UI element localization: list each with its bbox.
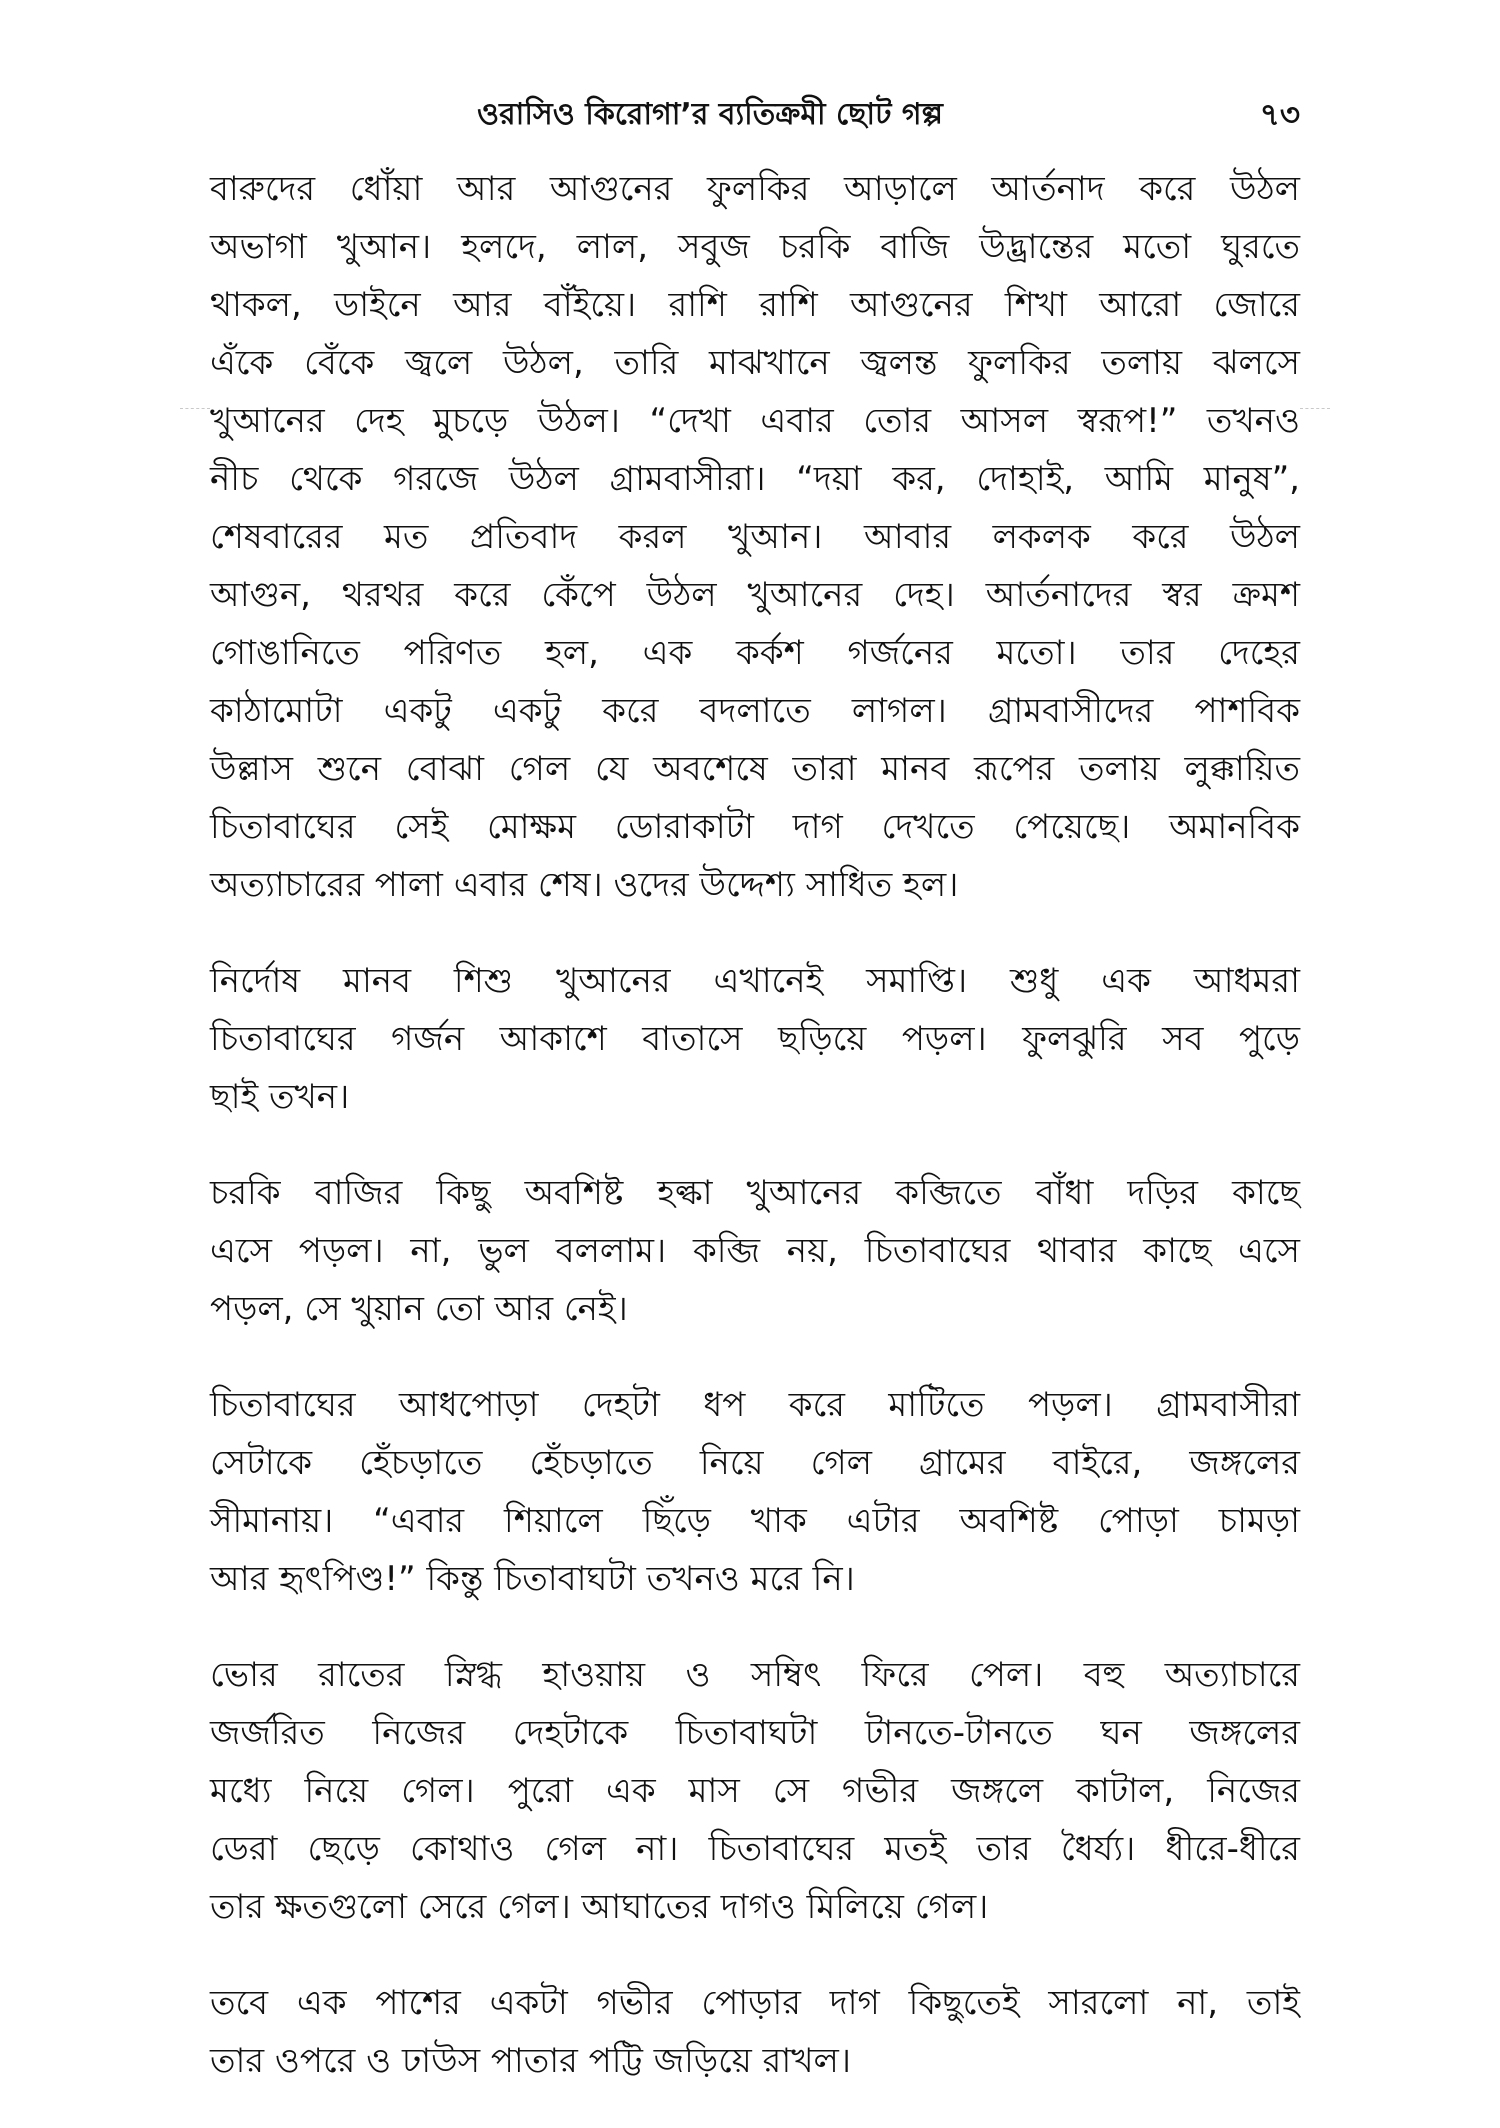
text-line: ভোর রাতের স্নিগ্ধ হাওয়ায় ও সম্বিৎ ফিরে পেল। বহু অত্যাচারে (210, 1655, 1300, 1695)
text-line: শেষবারের মত প্রতিবাদ করল খুআন। আবার লকলক করে উঠল (210, 517, 1300, 557)
text-line: বারুদের ধোঁয়া আর আগুনের ফুলকির আড়ালে আর্তনাদ করে উঠল (210, 169, 1300, 209)
text-line: নীচ থেকে গরজে উঠল গ্রামবাসীরা। “দয়া কর, দোহাই, আমি মানুষ”, (210, 459, 1300, 499)
text-line: আগুন, থরথর করে কেঁপে উঠল খুআনের দেহ। আর্তনাদের স্বর ক্রমশ (210, 575, 1300, 615)
right-margin-mark (1300, 408, 1330, 409)
text-line: এসে পড়ল। না, ভুল বললাম। কব্জি নয়, চিতাবাঘের থাবার কাছে এসে (210, 1231, 1300, 1271)
paragraph-2 (210, 952, 1300, 1126)
text-line: এঁকে বেঁকে জ্বলে উঠল, তারি মাঝখানে জ্বলন্ত ফুলকির তলায় ঝলসে (210, 343, 1300, 383)
text-line: খুআনের দেহ মুচড়ে উঠল। “দেখা এবার তোর আসল স্বরূপ!” তখনও (210, 401, 1300, 441)
text-line: তার ক্ষতগুলো সেরে গেল। আঘাতের দাগও মিলিয়ে গেল। (210, 1887, 989, 1927)
left-margin-mark (180, 408, 210, 409)
paragraph-4 (210, 1376, 1300, 1608)
paragraph-5 (210, 1646, 1300, 1936)
paragraph-6 (210, 1974, 1300, 2090)
text-line: অত্যাচারের পালা এবার শেষ। ওদের উদ্দেশ্য সাধিত হল। (210, 865, 959, 905)
paragraph-3 (210, 1164, 1300, 1338)
text-line: পড়ল, সে খুয়ান তো আর নেই। (210, 1289, 628, 1329)
text-line: তার ওপরে ও ঢাউস পাতার পট্টি জড়িয়ে রাখল। (210, 2041, 852, 2081)
text-line: অভাগা খুআন। হলদে, লাল, সবুজ চরকি বাজি উদ্ভ্রান্তের মতো ঘুরতে (210, 227, 1300, 267)
text-line: ছাই তখন। (210, 1077, 350, 1117)
text-line: চরকি বাজির কিছু অবশিষ্ট হল্কা খুআনের কব্জিতে বাঁধা দড়ির কাছে (210, 1173, 1300, 1213)
text-line: উল্লাস শুনে বোঝা গেল যে অবশেষে তারা মানব রূপের তলায় লুক্কায়িত (210, 749, 1300, 789)
text-line: মধ্যে নিয়ে গেল। পুরো এক মাস সে গভীর জঙ্গলে কাটাল, নিজের (210, 1771, 1300, 1811)
text-line: গোঙানিতে পরিণত হল, এক কর্কশ গর্জনের মতো। তার দেহের (210, 633, 1300, 673)
text-line: চিতাবাঘের আধপোড়া দেহটা ধপ করে মাটিতে পড়ল। গ্রামবাসীরা (210, 1385, 1300, 1425)
text-line: চিতাবাঘের গর্জন আকাশে বাতাসে ছড়িয়ে পড়ল। ফুলঝুরি সব পুড়ে (210, 1019, 1300, 1059)
text-line: নির্দোষ মানব শিশু খুআনের এখানেই সমাপ্তি। শুধু এক আধমরা (210, 961, 1300, 1001)
text-line: সীমানায়। “এবার শিয়ালে ছিঁড়ে খাক এটার অবশিষ্ট পোড়া চামড়া (210, 1501, 1300, 1541)
text-line: থাকল, ডাইনে আর বাঁইয়ে। রাশি রাশি আগুনের শিখা আরো জোরে (210, 285, 1300, 325)
text-line: তবে এক পাশের একটা গভীর পোড়ার দাগ কিছুতেই সারলো না, তাই (210, 1983, 1300, 2023)
text-line: আর হৃৎপিণ্ড!” কিন্তু চিতাবাঘটা তখনও মরে নি। (210, 1559, 855, 1599)
text-line: ডেরা ছেড়ে কোথাও গেল না। চিতাবাঘের মতই তার ধৈর্য্য। ধীরে-ধীরে (210, 1829, 1300, 1869)
text-line: সেটাকে হেঁচড়াতে হেঁচড়াতে নিয়ে গেল গ্রামের বাইরে, জঙ্গলের (210, 1443, 1300, 1483)
body-text (210, 160, 1300, 2128)
text-line: চিতাবাঘের সেই মোক্ষম ডোরাকাটা দাগ দেখতে পেয়েছে। অমানবিক (210, 807, 1300, 847)
paragraph-1 (210, 160, 1300, 914)
page-number: ৭৩ (1259, 97, 1300, 133)
page-header (210, 90, 1300, 140)
text-line: কাঠামোটা একটু একটু করে বদলাতে লাগল। গ্রামবাসীদের পাশবিক (210, 691, 1300, 731)
running-title: ওরাসিও কিরোগা’র ব্যতিক্রমী ছোট গল্প (477, 97, 943, 132)
text-line: জর্জরিত নিজের দেহটাকে চিতাবাঘটা টানতে-টানতে ঘন জঙ্গলের (210, 1713, 1300, 1753)
